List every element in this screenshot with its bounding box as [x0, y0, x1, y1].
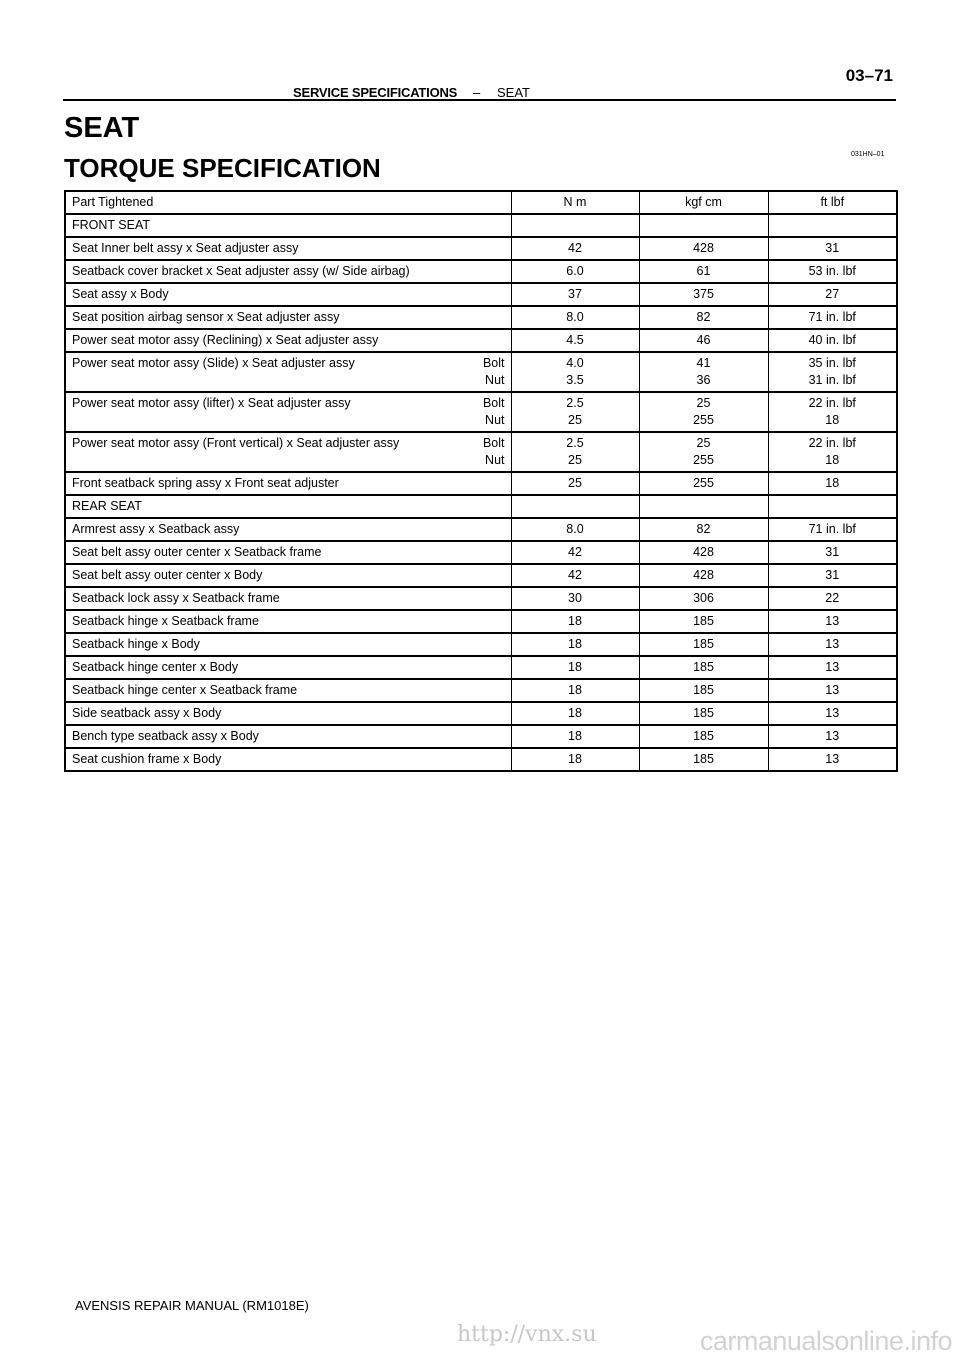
kgf-value: 255 — [693, 476, 714, 490]
part-name: Seat assy x Body — [72, 287, 169, 301]
nm-value-cell — [511, 541, 639, 564]
kgf-value-cell — [639, 237, 768, 260]
nm-value: 18 — [568, 660, 582, 674]
table-body — [65, 214, 897, 771]
ft-value: 71 in. lbf — [808, 310, 856, 324]
table-row — [65, 541, 897, 564]
ft-value: 13 — [825, 706, 840, 720]
column-header-kgf: kgf cm — [639, 191, 768, 214]
part-cell — [65, 587, 511, 610]
nm-value-cell — [511, 392, 639, 432]
part-name: REAR SEAT — [72, 499, 142, 513]
nm-value: 2.5 — [566, 436, 584, 450]
ft-value: 53 in. lbf — [808, 264, 856, 278]
ft-value-cell — [768, 679, 897, 702]
part-name: Seat belt assy outer center x Body — [72, 568, 263, 582]
section-title: TORQUE SPECIFICATION — [64, 153, 381, 183]
fastener-type: Bolt — [482, 436, 505, 450]
part-name: Power seat motor assy (Front vertical) x Seat adjuster assy — [72, 436, 400, 450]
kgf-value: 61 — [696, 264, 711, 278]
header-separator: – — [473, 85, 481, 100]
column-header-part: Part Tightened — [65, 191, 511, 214]
part-cell — [65, 392, 511, 432]
ft-value: 13 — [825, 660, 840, 674]
document-code: 031HN–01 — [851, 151, 885, 158]
kgf-value: 255 — [693, 453, 714, 467]
ft-value: 13 — [825, 637, 840, 651]
kgf-value-cell — [639, 633, 768, 656]
kgf-value-cell — [639, 260, 768, 283]
table-row — [65, 283, 897, 306]
table-row — [65, 702, 897, 725]
kgf-value-cell — [639, 495, 768, 518]
ft-value: 13 — [825, 683, 840, 697]
watermark-left: http://vnx.su — [457, 1322, 597, 1347]
kgf-value-cell — [639, 725, 768, 748]
part-name: Power seat motor assy (lifter) x Seat adjuster assy — [72, 396, 351, 410]
kgf-value-cell — [639, 306, 768, 329]
ft-value-cell — [768, 518, 897, 541]
kgf-value-cell — [639, 472, 768, 495]
table-row — [65, 564, 897, 587]
nm-value-cell — [511, 587, 639, 610]
kgf-value-cell — [639, 564, 768, 587]
fastener-type: Nut — [485, 373, 505, 387]
part-cell — [65, 352, 511, 392]
kgf-value: 185 — [693, 683, 714, 697]
kgf-value: 428 — [693, 568, 714, 582]
kgf-value: 185 — [693, 706, 714, 720]
table-row — [65, 214, 897, 237]
nm-value-cell — [511, 564, 639, 587]
nm-value: 18 — [568, 752, 582, 766]
part-name: Armrest assy x Seatback assy — [72, 522, 240, 536]
nm-value: 25 — [568, 476, 582, 490]
kgf-value-cell — [639, 214, 768, 237]
kgf-value: 36 — [696, 373, 711, 387]
part-name: Power seat motor assy (Reclining) x Seat adjuster assy — [72, 333, 379, 347]
table-row — [65, 679, 897, 702]
ft-value-cell — [768, 306, 897, 329]
ft-value: 18 — [825, 413, 840, 427]
kgf-value-cell — [639, 432, 768, 472]
nm-value-cell — [511, 748, 639, 771]
ft-value-cell — [768, 352, 897, 392]
nm-value-cell — [511, 283, 639, 306]
part-name: Seat Inner belt assy x Seat adjuster assy — [72, 241, 299, 255]
part-name: Bench type seatback assy x Body — [72, 729, 259, 743]
part-cell — [65, 656, 511, 679]
ft-value-cell — [768, 587, 897, 610]
nm-value-cell — [511, 725, 639, 748]
kgf-value: 185 — [693, 614, 714, 628]
kgf-value-cell — [639, 329, 768, 352]
kgf-value: 375 — [693, 287, 714, 301]
ft-value-cell — [768, 564, 897, 587]
kgf-value: 25 — [696, 436, 711, 450]
fastener-type: Nut — [485, 453, 505, 467]
nm-value: 30 — [568, 591, 582, 605]
kgf-value-cell — [639, 679, 768, 702]
ft-value-cell — [768, 702, 897, 725]
header-section: SERVICE SPECIFICATIONS — [293, 85, 458, 100]
part-name: Seat position airbag sensor x Seat adjuster assy — [72, 310, 340, 324]
kgf-value-cell — [639, 656, 768, 679]
ft-value: 22 in. lbf — [808, 436, 856, 450]
table-row — [65, 518, 897, 541]
nm-value: 18 — [568, 706, 582, 720]
ft-value-cell — [768, 214, 897, 237]
ft-value-cell — [768, 432, 897, 472]
ft-value-cell — [768, 495, 897, 518]
table-row — [65, 725, 897, 748]
nm-value: 25 — [568, 453, 582, 467]
part-cell — [65, 541, 511, 564]
column-header-ft: ft lbf — [768, 191, 897, 214]
nm-value-cell — [511, 656, 639, 679]
table-row — [65, 748, 897, 771]
kgf-value: 185 — [693, 729, 714, 743]
part-cell — [65, 725, 511, 748]
footer-manual-title: AVENSIS REPAIR MANUAL (RM1018E) — [75, 1298, 309, 1313]
kgf-value-cell — [639, 518, 768, 541]
ft-value-cell — [768, 541, 897, 564]
ft-value-cell — [768, 656, 897, 679]
kgf-value-cell — [639, 587, 768, 610]
nm-value-cell — [511, 352, 639, 392]
part-name: Seatback hinge x Body — [72, 637, 200, 651]
kgf-value: 185 — [693, 637, 714, 651]
kgf-value: 46 — [696, 333, 711, 347]
ft-value-cell — [768, 283, 897, 306]
column-header-nm: N m — [511, 191, 639, 214]
part-name: Side seatback assy x Body — [72, 706, 222, 720]
nm-value: 4.5 — [566, 333, 584, 347]
ft-value-cell — [768, 610, 897, 633]
nm-value: 42 — [568, 568, 582, 582]
ft-value: 31 — [825, 545, 840, 559]
ft-value: 13 — [825, 614, 840, 628]
nm-value-cell — [511, 702, 639, 725]
part-cell — [65, 564, 511, 587]
fastener-type: Bolt — [482, 356, 505, 370]
ft-value: 27 — [825, 287, 840, 301]
ft-value: 22 — [825, 591, 840, 605]
nm-value-cell — [511, 214, 639, 237]
part-cell — [65, 260, 511, 283]
nm-value: 42 — [568, 545, 582, 559]
table-row — [65, 237, 897, 260]
ft-value-cell — [768, 329, 897, 352]
nm-value: 42 — [568, 241, 582, 255]
ft-value-cell — [768, 472, 897, 495]
ft-value-cell — [768, 748, 897, 771]
table-row — [65, 432, 897, 472]
nm-value-cell — [511, 472, 639, 495]
ft-value: 71 in. lbf — [808, 522, 856, 536]
nm-value-cell — [511, 237, 639, 260]
nm-value: 18 — [568, 637, 582, 651]
kgf-value: 185 — [693, 660, 714, 674]
ft-value-cell — [768, 725, 897, 748]
nm-value-cell — [511, 306, 639, 329]
part-cell — [65, 329, 511, 352]
nm-value-cell — [511, 260, 639, 283]
part-cell — [65, 432, 511, 472]
part-name: Seatback hinge center x Body — [72, 660, 239, 674]
table-row — [65, 260, 897, 283]
nm-value: 18 — [568, 683, 582, 697]
kgf-value: 428 — [693, 241, 714, 255]
part-cell — [65, 610, 511, 633]
ft-value-cell — [768, 260, 897, 283]
kgf-value-cell — [639, 702, 768, 725]
kgf-value: 185 — [693, 752, 714, 766]
kgf-value: 82 — [696, 522, 711, 536]
nm-value: 4.0 — [566, 356, 584, 370]
nm-value-cell — [511, 495, 639, 518]
kgf-value: 428 — [693, 545, 714, 559]
nm-value: 2.5 — [566, 396, 584, 410]
nm-value: 8.0 — [566, 522, 584, 536]
kgf-value-cell — [639, 541, 768, 564]
kgf-value: 82 — [696, 310, 711, 324]
table-row — [65, 656, 897, 679]
table-row — [65, 472, 897, 495]
ft-value: 18 — [825, 476, 840, 490]
ft-value: 22 in. lbf — [808, 396, 856, 410]
ft-value: 35 in. lbf — [808, 356, 856, 370]
watermark-right: carmanualsonline.info — [699, 1326, 952, 1356]
kgf-value: 255 — [693, 413, 714, 427]
part-name: FRONT SEAT — [72, 218, 151, 232]
part-name: Power seat motor assy (Slide) x Seat adjuster assy — [72, 356, 355, 370]
ft-value: 31 — [825, 568, 840, 582]
kgf-value: 41 — [696, 356, 711, 370]
fastener-type: Bolt — [482, 396, 505, 410]
fastener-type: Nut — [485, 413, 505, 427]
table-row — [65, 587, 897, 610]
page-title: SEAT — [64, 112, 140, 144]
part-cell — [65, 283, 511, 306]
kgf-value-cell — [639, 283, 768, 306]
nm-value: 8.0 — [566, 310, 584, 324]
nm-value-cell — [511, 432, 639, 472]
part-cell — [65, 306, 511, 329]
ft-value: 31 — [825, 241, 840, 255]
ft-value: 13 — [825, 729, 840, 743]
ft-value: 31 in. lbf — [808, 373, 856, 387]
nm-value: 18 — [568, 614, 582, 628]
page-number: 03–71 — [845, 66, 893, 85]
part-cell — [65, 472, 511, 495]
table-header-row — [65, 191, 897, 214]
kgf-value-cell — [639, 748, 768, 771]
kgf-value-cell — [639, 610, 768, 633]
part-name: Seat belt assy outer center x Seatback frame — [72, 545, 322, 559]
part-cell — [65, 679, 511, 702]
kgf-value: 306 — [693, 591, 714, 605]
part-name: Front seatback spring assy x Front seat adjuster — [72, 476, 339, 490]
table-row — [65, 329, 897, 352]
nm-value-cell — [511, 518, 639, 541]
table-row — [65, 633, 897, 656]
table-row — [65, 352, 897, 392]
ft-value-cell — [768, 633, 897, 656]
nm-value-cell — [511, 329, 639, 352]
nm-value: 18 — [568, 729, 582, 743]
nm-value-cell — [511, 679, 639, 702]
part-name: Seatback lock assy x Seatback frame — [72, 591, 280, 605]
part-cell — [65, 518, 511, 541]
nm-value-cell — [511, 610, 639, 633]
ft-value: 13 — [825, 752, 840, 766]
part-name: Seatback hinge x Seatback frame — [72, 614, 259, 628]
ft-value: 18 — [825, 453, 840, 467]
nm-value: 3.5 — [566, 373, 584, 387]
header-subsection: SEAT — [497, 85, 530, 100]
part-cell — [65, 748, 511, 771]
kgf-value: 25 — [696, 396, 711, 410]
table-row — [65, 392, 897, 432]
part-name: Seatback hinge center x Seatback frame — [72, 683, 298, 697]
ft-value: 40 in. lbf — [808, 333, 856, 347]
part-cell — [65, 633, 511, 656]
kgf-value-cell — [639, 392, 768, 432]
part-name: Seat cushion frame x Body — [72, 752, 222, 766]
nm-value: 37 — [568, 287, 582, 301]
table-row — [65, 306, 897, 329]
nm-value: 6.0 — [566, 264, 584, 278]
part-cell — [65, 702, 511, 725]
part-name: Seatback cover bracket x Seat adjuster assy (w/ Side airbag) — [72, 264, 410, 278]
ft-value-cell — [768, 237, 897, 260]
part-cell — [65, 495, 511, 518]
ft-value-cell — [768, 392, 897, 432]
nm-value: 25 — [568, 413, 582, 427]
table-row — [65, 495, 897, 518]
part-cell — [65, 237, 511, 260]
torque-table — [64, 190, 898, 772]
part-cell — [65, 214, 511, 237]
nm-value-cell — [511, 633, 639, 656]
kgf-value-cell — [639, 352, 768, 392]
table-row — [65, 610, 897, 633]
